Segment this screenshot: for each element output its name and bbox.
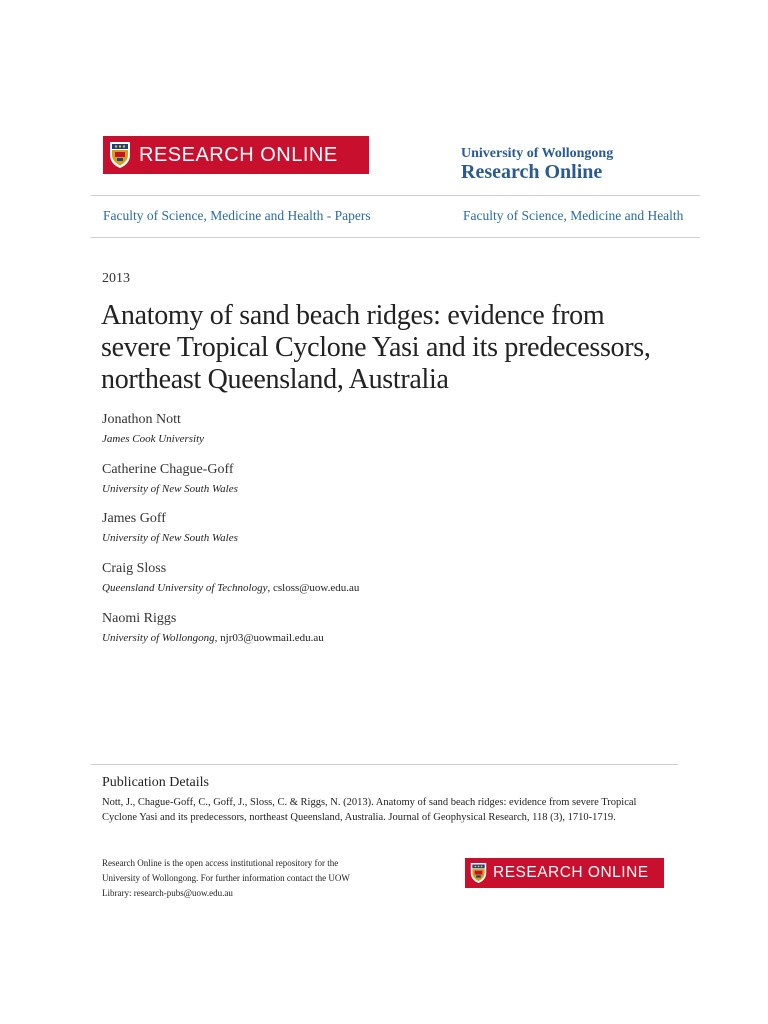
uow-crest-icon [470,862,487,884]
uow-crest-icon [109,141,131,169]
top-divider [91,195,700,196]
affiliation-name: University of Wollongong [102,632,215,644]
author-name: Jonathon Nott [102,412,181,427]
research-online-footer-logo[interactable] [465,858,664,888]
author-email[interactable]: , njr03@uowmail.edu.au [214,632,324,644]
publication-details-text: Nott, J., Chague-Goff, C., Goff, J., Sloss, C. & Riggs, N. (2013). Anatomy of sand beach ridges: evidence from severe Tropical Cyclone Yasi and its predecessors, northeast Queensland, Australia. Journal of Geophysical Research, 118 (3), 1710-1719. [102,797,637,823]
logo-text: RESEARCH ONLINE [139,143,338,166]
author-affiliation [102,632,324,644]
breadcrumb-faculty-link[interactable]: Faculty of Science, Medicine and Health [463,208,684,223]
research-online-logo [103,136,369,174]
author-name: Naomi Riggs [102,611,177,626]
author-name: Catherine Chague-Goff [102,462,234,477]
author-affiliation [102,582,359,594]
author-affiliation [102,433,204,445]
author-entry [102,412,204,445]
repository-name[interactable]: Research Online [461,161,603,183]
author-entry [102,511,238,544]
author-affiliation [102,532,238,544]
author-email[interactable]: , csloss@uow.edu.au [267,582,360,594]
breadcrumb-faculty-papers-link[interactable]: Faculty of Science, Medicine and Health - Papers [103,208,371,223]
repository-notice: Research Online is the open access institutional repository for the University of Wollongong. For further information contact the UOW Library: research-pubs@uow.edu.au [102,858,350,898]
affiliation-name: James Cook University [102,433,205,445]
author-name: Craig Sloss [102,561,167,576]
footer-logo-text: RESEARCH ONLINE [493,864,649,881]
affiliation-name: University of New South Wales [102,532,238,544]
affiliation-name: University of New South Wales [102,483,238,495]
breadcrumb-divider [91,237,700,238]
author-affiliation [102,483,238,495]
author-name: James Goff [102,511,166,526]
publication-details-heading: Publication Details [102,775,209,790]
university-name[interactable]: University of Wollongong [461,146,614,161]
author-entry [102,561,359,594]
author-entry [102,611,324,644]
publication-year: 2013 [102,271,130,286]
author-entry [102,462,238,495]
paper-title: Anatomy of sand beach ridges: evidence from severe Tropical Cyclone Yasi and its predecessors, northeast Queensland, Australia [101,300,651,395]
affiliation-name: Queensland University of Technology [102,582,268,594]
publication-divider [91,764,678,765]
